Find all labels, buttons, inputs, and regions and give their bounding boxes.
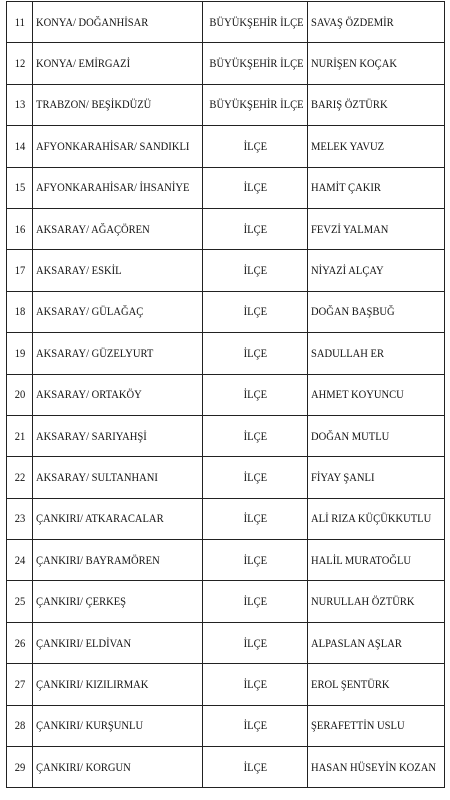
row-number: 19 (14, 345, 25, 360)
municipality-type: İLÇE (243, 428, 267, 443)
province-district: ÇANKIRI/ ATKARACALAR (36, 511, 164, 526)
candidate-name-cell (308, 747, 445, 788)
table-row (7, 457, 445, 498)
row-number-cell (7, 664, 33, 705)
row-number: 13 (14, 97, 25, 112)
candidate-name: NURİŞEN KOÇAK (311, 56, 397, 71)
mayor-candidates-table (6, 1, 445, 788)
municipality-type-cell (203, 126, 308, 167)
candidate-name-cell (308, 43, 445, 84)
province-district: AKSARAY/ AĞAÇÖREN (36, 221, 150, 236)
table-row (7, 291, 445, 332)
municipality-type-cell (203, 374, 308, 415)
row-number-cell (7, 333, 33, 374)
table-row (7, 167, 445, 208)
province-district-cell (33, 457, 203, 498)
row-number-cell (7, 622, 33, 663)
candidate-name: NURULLAH ÖZTÜRK (311, 594, 415, 609)
row-number: 26 (14, 635, 25, 650)
municipality-type: BÜYÜKŞEHİR İLÇE (209, 56, 304, 71)
candidate-name-cell (308, 126, 445, 167)
candidate-name: HASAN HÜSEYİN KOZAN (311, 759, 436, 774)
province-district-cell (33, 43, 203, 84)
candidate-name: DOĞAN BAŞBUĞ (311, 304, 395, 319)
municipality-type: İLÇE (243, 594, 267, 609)
province-district-cell (33, 374, 203, 415)
candidate-name: MELEK YAVUZ (311, 138, 385, 153)
province-district: ÇANKIRI/ KURŞUNLU (36, 718, 144, 733)
candidate-name-cell (308, 705, 445, 746)
row-number-cell (7, 705, 33, 746)
municipality-type-cell (203, 2, 308, 43)
province-district: AKSARAY/ GÜZELYURT (36, 345, 154, 360)
candidate-name: DOĞAN MUTLU (311, 428, 390, 443)
candidate-name: NİYAZİ ALÇAY (311, 263, 384, 278)
table-row (7, 84, 445, 125)
province-district-cell (33, 84, 203, 125)
municipality-type: BÜYÜKŞEHİR İLÇE (209, 97, 304, 112)
row-number: 15 (14, 180, 25, 195)
municipality-type-cell (203, 747, 308, 788)
table-body (7, 2, 445, 788)
candidate-name-cell (308, 208, 445, 249)
municipality-type: BÜYÜKŞEHİR İLÇE (209, 14, 304, 29)
row-number-cell (7, 250, 33, 291)
municipality-type: İLÇE (243, 345, 267, 360)
table-row (7, 581, 445, 622)
candidate-name-cell (308, 581, 445, 622)
municipality-type-cell (203, 457, 308, 498)
candidate-name-cell (308, 622, 445, 663)
province-district: ÇANKIRI/ ÇERKEŞ (36, 594, 127, 609)
province-district-cell (33, 250, 203, 291)
candidate-name-cell (308, 374, 445, 415)
province-district: AFYONKARAHİSAR/ SANDIKLI (36, 138, 190, 153)
province-district-cell (33, 622, 203, 663)
candidate-name-cell (308, 540, 445, 581)
candidate-name: FEVZİ YALMAN (311, 221, 389, 236)
table-row (7, 126, 445, 167)
province-district: ÇANKIRI/ ELDİVAN (36, 635, 132, 650)
candidate-name: HALİL MURATOĞLU (311, 552, 412, 567)
candidate-name-cell (308, 664, 445, 705)
province-district: AKSARAY/ SARIYAHŞİ (36, 428, 147, 443)
row-number: 25 (14, 594, 25, 609)
candidate-name-cell (308, 415, 445, 456)
province-district-cell (33, 747, 203, 788)
municipality-type: İLÇE (243, 138, 267, 153)
row-number-cell (7, 84, 33, 125)
row-number-cell (7, 581, 33, 622)
candidate-name: HAMİT ÇAKIR (311, 180, 381, 195)
table-row (7, 250, 445, 291)
province-district: AKSARAY/ ORTAKÖY (36, 387, 142, 402)
municipality-type-cell (203, 664, 308, 705)
municipality-type: İLÇE (243, 511, 267, 526)
province-district: AKSARAY/ ESKİL (36, 263, 122, 278)
municipality-type: İLÇE (243, 635, 267, 650)
municipality-type-cell (203, 84, 308, 125)
municipality-type: İLÇE (243, 718, 267, 733)
candidate-name-cell (308, 250, 445, 291)
table-row (7, 208, 445, 249)
municipality-type: İLÇE (243, 387, 267, 402)
province-district: TRABZON/ BEŞİKDÜZÜ (36, 97, 152, 112)
province-district: AKSARAY/ SULTANHANI (36, 469, 158, 484)
row-number: 12 (14, 56, 25, 71)
table-row (7, 540, 445, 581)
province-district-cell (33, 291, 203, 332)
municipality-type: İLÇE (243, 552, 267, 567)
table-row (7, 622, 445, 663)
province-district: ÇANKIRI/ KIZILIRMAK (36, 676, 149, 691)
row-number-cell (7, 747, 33, 788)
row-number-cell (7, 415, 33, 456)
candidate-name: SAVAŞ ÖZDEMİR (311, 14, 394, 29)
row-number-cell (7, 291, 33, 332)
row-number: 28 (14, 718, 25, 733)
candidate-name: BARIŞ ÖZTÜRK (311, 97, 388, 112)
municipality-type-cell (203, 540, 308, 581)
municipality-type: İLÇE (243, 759, 267, 774)
row-number: 22 (14, 469, 25, 484)
candidate-name-cell (308, 167, 445, 208)
municipality-type-cell (203, 291, 308, 332)
candidate-name: SADULLAH ER (311, 345, 385, 360)
row-number-cell (7, 374, 33, 415)
municipality-type-cell (203, 167, 308, 208)
row-number: 27 (14, 676, 25, 691)
row-number-cell (7, 540, 33, 581)
table-row (7, 747, 445, 788)
municipality-type-cell (203, 705, 308, 746)
row-number: 23 (14, 511, 25, 526)
province-district: KONYA/ DOĞANHİSAR (36, 14, 149, 29)
row-number-cell (7, 457, 33, 498)
row-number-cell (7, 498, 33, 539)
candidate-name-cell (308, 498, 445, 539)
municipality-type-cell (203, 208, 308, 249)
candidate-name: ALİ RIZA KÜÇÜKKUTLU (311, 511, 432, 526)
candidate-name-cell (308, 84, 445, 125)
row-number: 17 (14, 263, 25, 278)
table-row (7, 705, 445, 746)
row-number: 11 (14, 14, 25, 29)
row-number: 16 (14, 221, 25, 236)
row-number-cell (7, 208, 33, 249)
province-district-cell (33, 705, 203, 746)
province-district-cell (33, 664, 203, 705)
row-number-cell (7, 126, 33, 167)
province-district-cell (33, 581, 203, 622)
province-district-cell (33, 2, 203, 43)
row-number: 24 (14, 552, 25, 567)
municipality-type-cell (203, 415, 308, 456)
candidate-name-cell (308, 333, 445, 374)
municipality-type-cell (203, 250, 308, 291)
row-number: 21 (14, 428, 25, 443)
municipality-type-cell (203, 622, 308, 663)
province-district: ÇANKIRI/ BAYRAMÖREN (36, 552, 160, 567)
province-district: KONYA/ EMİRGAZİ (36, 56, 131, 71)
municipality-type: İLÇE (243, 469, 267, 484)
municipality-type-cell (203, 333, 308, 374)
municipality-type: İLÇE (243, 180, 267, 195)
municipality-type: İLÇE (243, 263, 267, 278)
row-number-cell (7, 43, 33, 84)
province-district-cell (33, 126, 203, 167)
row-number: 20 (14, 387, 25, 402)
province-district-cell (33, 540, 203, 581)
municipality-type-cell (203, 43, 308, 84)
candidate-name: ŞERAFETTİN USLU (311, 718, 405, 733)
row-number: 18 (14, 304, 25, 319)
row-number-cell (7, 2, 33, 43)
candidate-name: FİYAY ŞANLI (311, 469, 375, 484)
province-district-cell (33, 333, 203, 374)
row-number-cell (7, 167, 33, 208)
municipality-type-cell (203, 581, 308, 622)
province-district: AKSARAY/ GÜLAĞAÇ (36, 304, 144, 319)
candidate-name-cell (308, 457, 445, 498)
candidate-name: AHMET KOYUNCU (311, 387, 404, 402)
candidate-name-cell (308, 291, 445, 332)
municipality-type: İLÇE (243, 304, 267, 319)
table-row (7, 2, 445, 43)
province-district-cell (33, 208, 203, 249)
municipality-type-cell (203, 498, 308, 539)
municipality-type: İLÇE (243, 676, 267, 691)
table-row (7, 43, 445, 84)
province-district: AFYONKARAHİSAR/ İHSANİYE (36, 180, 190, 195)
province-district: ÇANKIRI/ KORGUN (36, 759, 131, 774)
candidate-name-cell (308, 2, 445, 43)
candidate-name: ALPASLAN AŞLAR (311, 635, 402, 650)
table-row (7, 333, 445, 374)
table-row (7, 664, 445, 705)
province-district-cell (33, 498, 203, 539)
row-number: 14 (14, 138, 25, 153)
table-row (7, 415, 445, 456)
province-district-cell (33, 167, 203, 208)
municipality-type: İLÇE (243, 221, 267, 236)
table-row (7, 498, 445, 539)
row-number: 29 (14, 759, 25, 774)
province-district-cell (33, 415, 203, 456)
table-row (7, 374, 445, 415)
candidate-name: EROL ŞENTÜRK (311, 676, 390, 691)
